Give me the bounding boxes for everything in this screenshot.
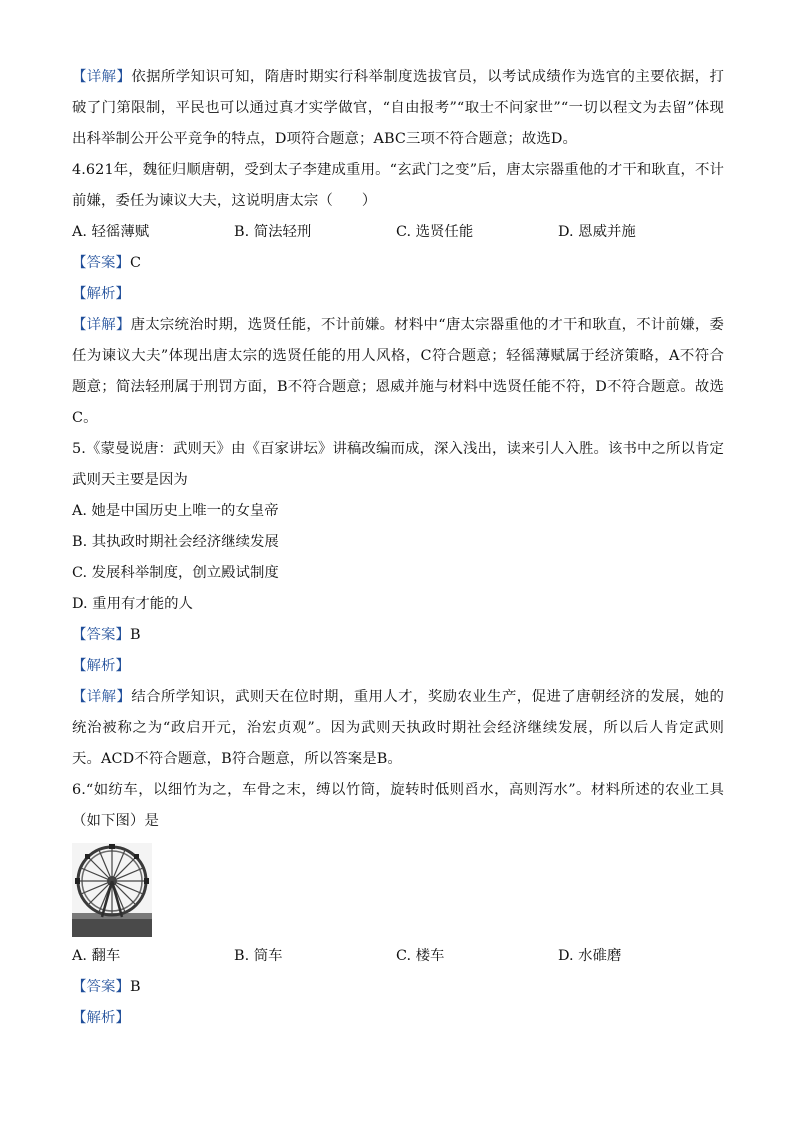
detail-text: 依据所学知识可知，隋唐时期实行科举制度选拔官员，以考试成绩作为选官的主要依据，打破了门第限制，平民也可以通过真才实学做官，“自由报考”“取士不问家世”“一切以程文为去留”体现出科举制公开公平竞争的特点，D项符合题意；ABC三项不符合题意；故选D。: [72, 69, 724, 147]
q5-answer: [72, 620, 724, 651]
option-d: D. 恩威并施: [558, 224, 636, 240]
detail-tag: 【详解】: [72, 69, 132, 85]
q3-detail: [72, 62, 724, 155]
option-c: C. 发展科举制度，创立殿试制度: [72, 565, 279, 581]
detail-text: 唐太宗统治时期，选贤任能，不计前嫌。材料中“唐太宗器重他的才干和耿直，不计前嫌，委任为谏议大夫”体现出唐太宗的选贤任能的用人风格，C符合题意；轻徭薄赋属于经济策略，A不符合题意；简法轻刑属于刑罚方面，B不符合题意；恩威并施与材料中选贤任能不符，D不符合题意。故选C。: [72, 317, 724, 426]
answer-value: C: [129, 255, 142, 271]
option-a: A. 她是中国历史上唯一的女皇帝: [72, 503, 279, 519]
answer-value: B: [129, 627, 141, 643]
q6-stem: 6.“如纺车，以细竹为之，车骨之末，缚以竹筒，旋转时低则舀水，高则泻水”。材料所述的农业工具（如下图）是: [72, 782, 724, 829]
detail-tag: 【详解】: [72, 317, 131, 333]
waterwheel-image: [72, 843, 152, 937]
waterwheel-icon: [72, 843, 152, 937]
q4-answer: [72, 248, 724, 279]
option-b: B. 简法轻刑: [234, 224, 312, 240]
q5-detail: [72, 682, 724, 775]
q6-analysis-tag: 【解析】: [72, 1010, 130, 1026]
option-c: C. 楼车: [396, 948, 445, 964]
q6-answer: [72, 972, 724, 1003]
answer-tag: 【答案】: [72, 255, 130, 271]
q5-stem: 5.《蒙曼说唐：武则天》由《百家讲坛》讲稿改编而成，深入浅出，读来引人入胜。该书中之所以肯定武则天主要是因为: [72, 441, 724, 488]
answer-tag: 【答案】: [72, 979, 130, 995]
document-page: [72, 62, 724, 1034]
detail-text: 结合所学知识，武则天在位时期，重用人才，奖励农业生产，促进了唐朝经济的发展，她的统治被称之为“政启开元，治宏贞观”。因为武则天执政时期社会经济继续发展，所以后人肯定武则天。ACD不符合题意，B符合题意，所以答案是B。: [72, 689, 724, 767]
option-d: D. 重用有才能的人: [72, 596, 193, 612]
answer-tag: 【答案】: [72, 627, 130, 643]
option-a: A. 轻徭薄赋: [72, 224, 150, 240]
option-a: A. 翻车: [72, 948, 121, 964]
q4-options: [72, 217, 724, 248]
q4-stem: 4.621年，魏征归顺唐朝，受到太子李建成重用。“玄武门之变”后，唐太宗器重他的才干和耿直，不计前嫌，委任为谏议大夫，这说明唐太宗（ ）: [72, 162, 724, 209]
q4-detail: [72, 310, 724, 434]
detail-tag: 【详解】: [72, 689, 132, 705]
q5-analysis-tag: 【解析】: [72, 658, 130, 674]
option-c: C. 选贤任能: [396, 224, 474, 240]
option-b: B. 其执政时期社会经济继续发展: [72, 534, 279, 550]
q4-analysis-tag: 【解析】: [72, 286, 130, 302]
option-b: B. 筒车: [234, 948, 283, 964]
q6-options: [72, 941, 724, 972]
option-d: D. 水碓磨: [558, 948, 622, 964]
answer-value: B: [129, 979, 141, 995]
